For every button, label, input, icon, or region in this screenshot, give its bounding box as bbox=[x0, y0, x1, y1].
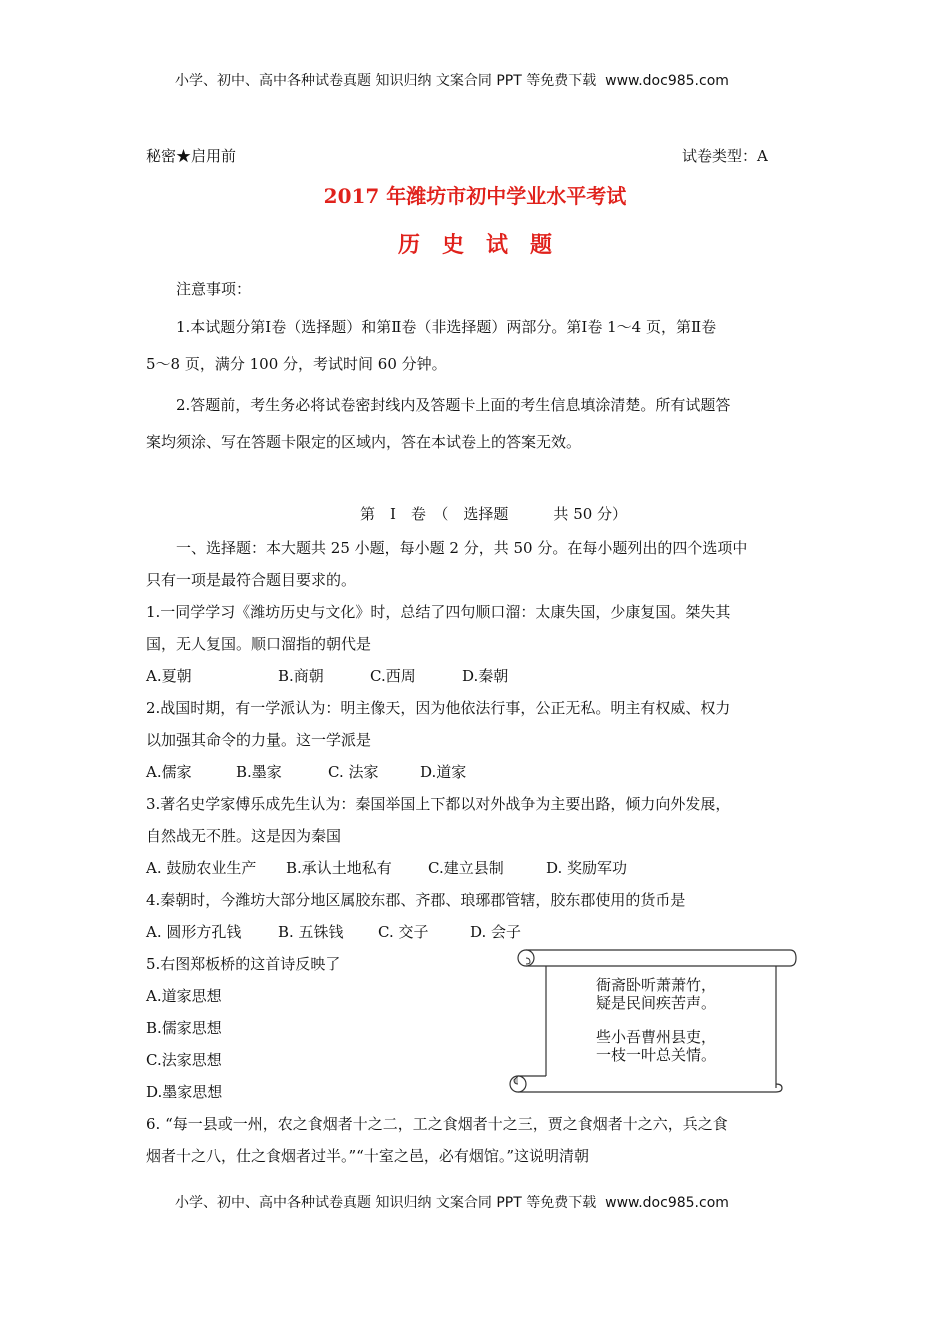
q1-option-a: A.夏朝 bbox=[146, 667, 192, 685]
q3-line1: 3.著名史学家傅乐成先生认为：秦国举国上下都以对外战争为主要出路，倾力向外发展， bbox=[146, 795, 731, 813]
notice-item2-line2: 案均须涂、写在答题卡限定的区域内，答在本试卷上的答案无效。 bbox=[146, 433, 582, 451]
poem-scroll bbox=[506, 948, 798, 1094]
footer-text: 小学、初中、高中各种试卷真题 知识归纳 文案合同 PPT 等免费下载 bbox=[175, 1195, 597, 1211]
q3-option-a: A. 鼓励农业生产 bbox=[146, 859, 257, 877]
poem-line-1: 衙斋卧听萧萧竹， bbox=[596, 976, 717, 994]
header-site: www.doc985.com bbox=[605, 73, 729, 89]
notice-item1-line2: 5～8 页，满分 100 分，考试时间 60 分钟。 bbox=[146, 355, 447, 373]
poem-line-2: 疑是民间疾苦声。 bbox=[596, 994, 717, 1012]
section-intro-line2: 只有一项是最符合题目要求的。 bbox=[146, 571, 357, 589]
q4-option-d: D. 会子 bbox=[470, 923, 522, 941]
q4-line1: 4.秦朝时，今潍坊大部分地区属胶东郡、齐郡、琅琊郡管辖，胶东郡使用的货币是 bbox=[146, 891, 686, 909]
q3-line2: 自然战无不胜。这是因为秦国 bbox=[146, 827, 342, 845]
section-intro-line1: 一、选择题：本大题共 25 小题，每小题 2 分，共 50 分。在每小题列出的四个选项中 bbox=[176, 539, 748, 557]
q1-option-d: D.秦朝 bbox=[462, 667, 509, 685]
q2-option-b: B.墨家 bbox=[236, 763, 282, 781]
section-heading: 第 Ⅰ 卷 （ 选择题 共 50 分） bbox=[360, 505, 628, 523]
page-footer bbox=[175, 1192, 729, 1212]
q2-option-a: A.儒家 bbox=[146, 763, 192, 781]
paper-type: 试卷类型：A bbox=[682, 147, 768, 165]
q2-line2: 以加强其命令的力量。这一学派是 bbox=[146, 731, 372, 749]
q1-line1: 1.一同学学习《潍坊历史与文化》时，总结了四句顺口溜：太康失国，少康复国。桀失其 bbox=[146, 603, 731, 621]
q6-line1: 6. “每一县或一州，农之食烟者十之二，工之食烟者十之三，贾之食烟者十之六，兵之食 bbox=[146, 1115, 728, 1133]
poem-line-4: 一枝一叶总关情。 bbox=[596, 1046, 717, 1064]
q1-option-b: B.商朝 bbox=[278, 667, 324, 685]
footer-site: www.doc985.com bbox=[605, 1195, 729, 1211]
notice-heading: 注意事项： bbox=[176, 280, 252, 298]
page-header bbox=[175, 70, 729, 90]
notice-item2-line1: 2.答题前，考生务必将试卷密封线内及答题卡上面的考生信息填涂清楚。所有试题答 bbox=[176, 396, 731, 414]
q3-option-c: C.建立县制 bbox=[428, 859, 504, 877]
scroll-graphic bbox=[506, 948, 798, 1094]
exam-title: 2017 年潍坊市初中学业水平考试 bbox=[323, 184, 627, 208]
poem-line-3: 些小吾曹州县吏， bbox=[596, 1028, 717, 1046]
q5-option-c: C.法家思想 bbox=[146, 1051, 222, 1069]
q1-line2: 国，无人复国。顺口溜指的朝代是 bbox=[146, 635, 372, 653]
q2-line1: 2.战国时期，有一学派认为：明主像天，因为他依法行事，公正无私。明主有权威、权力 bbox=[146, 699, 731, 717]
q5-option-b: B.儒家思想 bbox=[146, 1019, 222, 1037]
header-text: 小学、初中、高中各种试卷真题 知识归纳 文案合同 PPT 等免费下载 bbox=[175, 73, 597, 89]
q4-option-b: B. 五铢钱 bbox=[278, 923, 344, 941]
exam-subtitle: 历 史 试 题 bbox=[397, 232, 552, 258]
q1-option-c: C.西周 bbox=[370, 667, 416, 685]
q3-option-b: B.承认土地私有 bbox=[286, 859, 392, 877]
secret-label: 秘密★启用前 bbox=[146, 147, 237, 165]
q5-option-d: D.墨家思想 bbox=[146, 1083, 223, 1101]
q4-option-a: A. 圆形方孔钱 bbox=[146, 923, 242, 941]
q2-option-d: D.道家 bbox=[420, 763, 467, 781]
q4-option-c: C. 交子 bbox=[378, 923, 429, 941]
q6-line2: 烟者十之八，仕之食烟者过半。”“十室之邑，必有烟馆。”这说明清朝 bbox=[146, 1147, 590, 1165]
q5-line1: 5.右图郑板桥的这首诗反映了 bbox=[146, 955, 341, 973]
q5-option-a: A.道家思想 bbox=[146, 987, 222, 1005]
q3-option-d: D. 奖励军功 bbox=[546, 859, 628, 877]
q2-option-c: C. 法家 bbox=[328, 763, 379, 781]
notice-item1-line1: 1.本试题分第Ⅰ卷（选择题）和第Ⅱ卷（非选择题）两部分。第Ⅰ卷 1～4 页，第Ⅱ卷 bbox=[176, 318, 717, 336]
